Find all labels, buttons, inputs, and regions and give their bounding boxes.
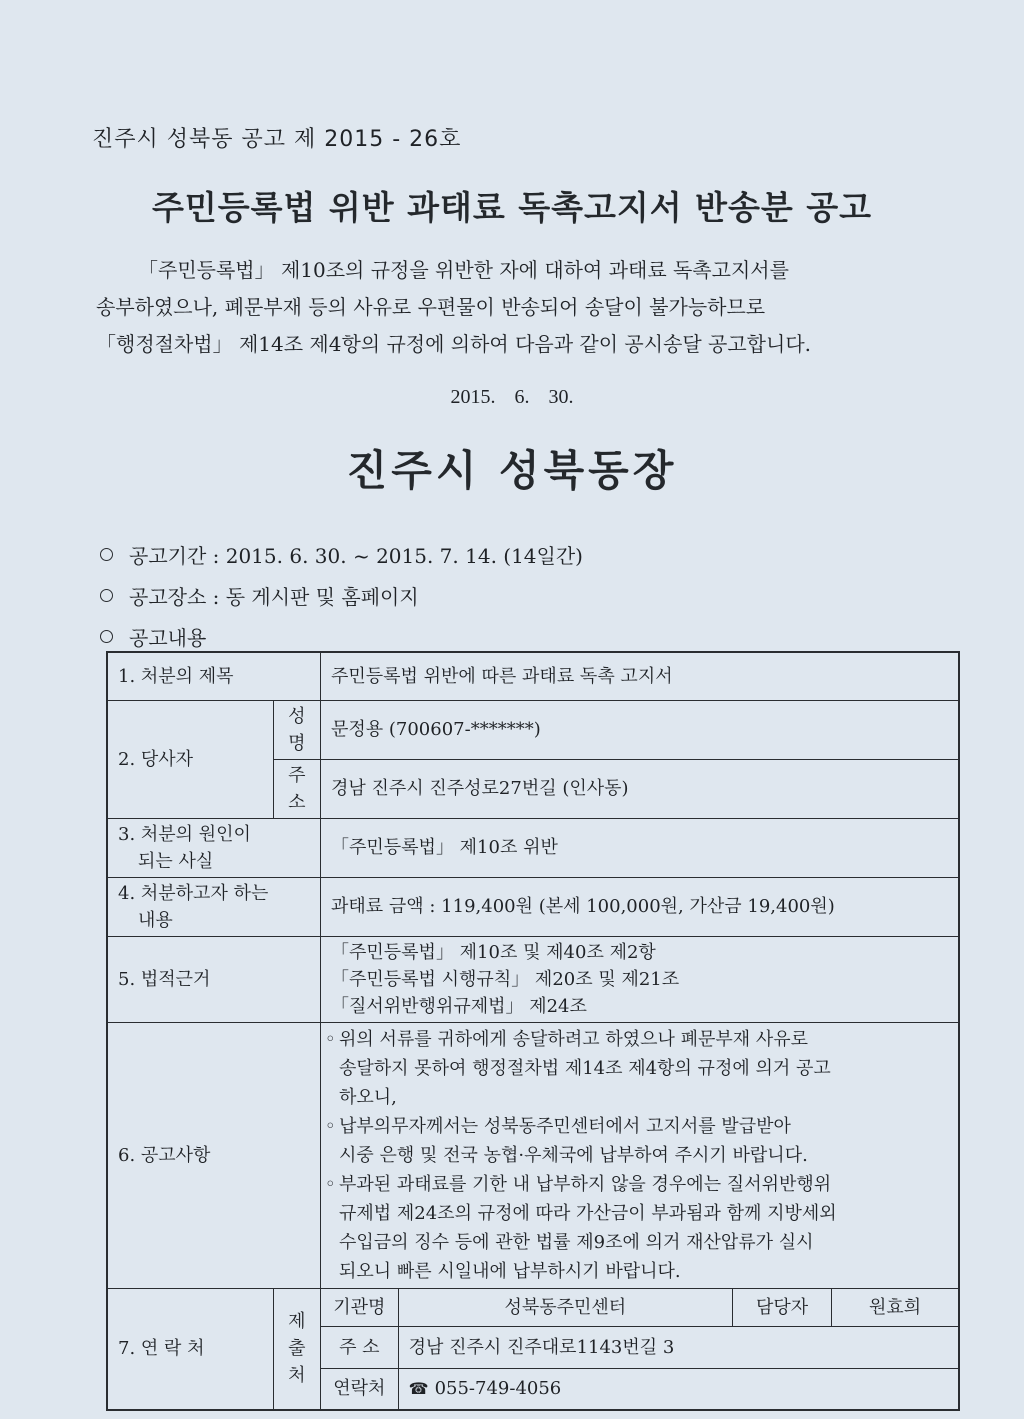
phone-value [398, 1368, 959, 1410]
notice-date: 2015. 6. 30. [450, 386, 574, 408]
notice-number: 진주시 성북동 공고 제 2015 - 26호 [92, 127, 462, 152]
notice-item-line: 규제법 제24조의 규정에 따라 가산금이 부과됨과 함께 지방세외 [339, 1202, 837, 1224]
vertical-char: 처 [288, 1365, 306, 1387]
vertical-char: 출 [288, 1338, 306, 1360]
bullet-period [100, 534, 583, 575]
document-title: 주민등록법 위반 과태료 독촉고지서 반송분 공고 [151, 188, 872, 227]
issuer-name: 진주시 성북동장 [346, 446, 678, 495]
notice-item [325, 1170, 952, 1286]
small-circle-icon: ◦ [325, 1115, 336, 1137]
sub-label: 성 명 [273, 700, 320, 759]
row-value: 「주민등록법」 제10조 위반 [321, 818, 960, 877]
row-label: 1. 처분의 제목 [107, 652, 321, 700]
legal-basis-line: 「주민등록법」 제10조 및 제40조 제2항 [331, 941, 656, 963]
bullet-place [100, 575, 583, 616]
legal-basis-line: 「질서위반행위규제법」 제24조 [331, 995, 587, 1017]
row-value: 주민등록법 위반에 따른 과태료 독촉 고지서 [321, 652, 960, 700]
notice-item [325, 1025, 952, 1112]
notice-bullets [100, 534, 583, 657]
notice-item-line: 하오니, [339, 1086, 397, 1108]
notice-content-table [106, 651, 960, 1411]
circle-bullet-icon [100, 589, 113, 602]
label-line: 내용 [138, 909, 173, 931]
intro-paragraph [96, 252, 948, 363]
vertical-char: 제 [288, 1311, 306, 1333]
notice-item-line: 위의 서류를 귀하에게 송달하려고 하였으나 폐문부재 사유로 [339, 1028, 809, 1050]
row-value [321, 936, 960, 1022]
notice-item [325, 1112, 952, 1170]
sub-label: 기관명 [321, 1288, 399, 1326]
table-row [107, 652, 959, 700]
small-circle-icon: ◦ [325, 1028, 336, 1050]
bullet-text: 공고장소 : 동 게시판 및 홈페이지 [129, 585, 419, 609]
table-row [107, 700, 959, 759]
notice-item-line: 시중 은행 및 전국 농협·우체국에 납부하여 주시기 바랍니다. [339, 1144, 808, 1166]
row-label: 7. 연 락 처 [107, 1288, 273, 1410]
sub-label: 주 소 [273, 759, 320, 818]
manager-value: 원효희 [832, 1288, 959, 1326]
notice-item-line: 수입금의 징수 등에 관한 법률 제9조에 의거 재산압류가 실시 [339, 1231, 814, 1253]
intro-line: 송부하였으나, 폐문부재 등의 사유로 우편물이 반송되어 송달이 불가능하므로 [96, 295, 766, 319]
small-circle-icon: ◦ [325, 1173, 336, 1195]
row-value: 경남 진주시 진주성로27번길 (인사동) [321, 759, 960, 818]
notice-item-line: 납부의무자께서는 성북동주민센터에서 고지서를 발급받아 [339, 1115, 791, 1137]
phone-number: 055-749-4056 [434, 1378, 562, 1400]
table-row [107, 818, 959, 877]
address-value: 경남 진주시 진주대로1143번길 3 [398, 1326, 959, 1368]
table-row [107, 936, 959, 1022]
row-value [321, 1022, 960, 1288]
row-label: 5. 법적근거 [107, 936, 321, 1022]
notice-item-line: 되오니 빠른 시일내에 납부하시기 바랍니다. [339, 1260, 681, 1282]
row-value: 과태료 금액 : 119,400원 (본세 100,000원, 가산금 19,400원) [321, 877, 960, 936]
circle-bullet-icon [100, 630, 113, 643]
org-value: 성북동주민센터 [398, 1288, 732, 1326]
row-label [107, 877, 321, 936]
table-row [107, 1022, 959, 1288]
sub-label: 담당자 [732, 1288, 831, 1326]
sub-label: 주 소 [321, 1326, 399, 1368]
table-row [107, 877, 959, 936]
intro-line: 「주민등록법」 제10조의 규정을 위반한 자에 대하여 과태료 독촉고지서를 [138, 258, 789, 282]
row-label: 2. 당사자 [107, 700, 273, 818]
row-label [107, 818, 321, 877]
bullet-text: 공고기간 : 2015. 6. 30. ~ 2015. 7. 14. (14일간) [129, 544, 583, 568]
notice-item-line: 부과된 과태료를 기한 내 납부하지 않을 경우에는 질서위반행위 [339, 1173, 832, 1195]
table-row [107, 1288, 959, 1326]
legal-basis-line: 「주민등록법 시행규칙」 제20조 및 제21조 [331, 968, 680, 990]
circle-bullet-icon [100, 548, 113, 561]
label-line: 3. 처분의 원인이 [118, 823, 251, 845]
notice-item-line: 송달하지 못하여 행정절차법 제14조 제4항의 규정에 의거 공고 [339, 1057, 831, 1079]
label-line: 4. 처분하고자 하는 [118, 882, 269, 904]
label-line: 되는 사실 [138, 850, 214, 872]
phone-icon: ☎ [408, 1379, 429, 1399]
intro-line: 「행정절차법」 제14조 제4항의 규정에 의하여 다음과 같이 공시송달 공고합니다. [96, 332, 811, 356]
sub-label: 연락처 [321, 1368, 399, 1410]
row-label: 6. 공고사항 [107, 1022, 321, 1288]
vertical-label [273, 1288, 320, 1410]
bullet-text: 공고내용 [129, 626, 207, 650]
row-value: 문정용 (700607-*******) [321, 700, 960, 759]
